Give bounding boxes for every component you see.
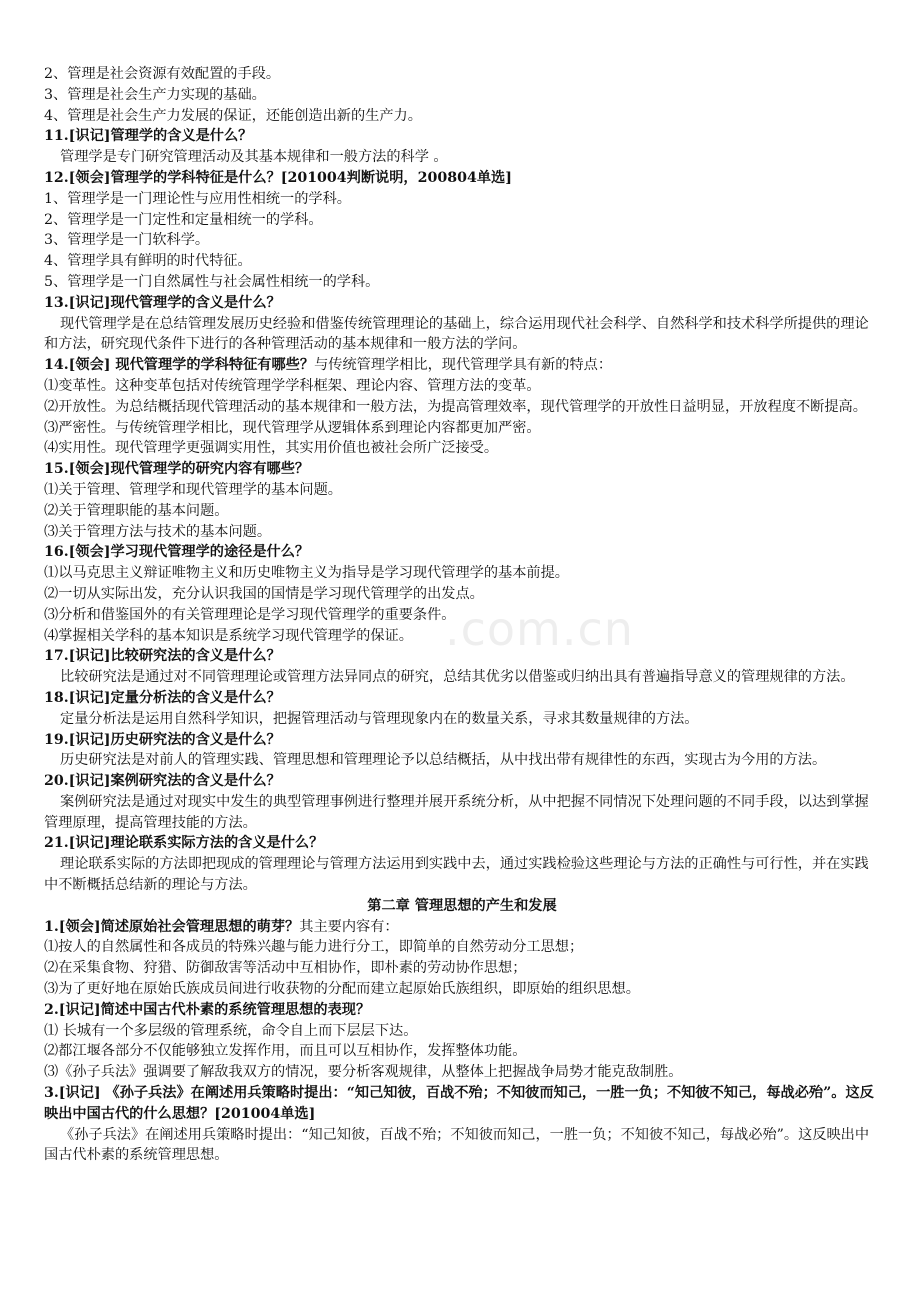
text-line <box>44 314 880 356</box>
line-text: ⑴以马克思主义辩证唯物主义和历史唯物主义为指导是学习现代管理学的基本前提。 <box>44 565 569 582</box>
line-text: ⑵开放性。为总结概括现代管理活动的基本规律和一般方法，为提高管理效率，现代管理学的开放性日益明显，开放程度不断提高。 <box>44 398 867 415</box>
line-text: 1、管理学是一门理论性与应用性相统一的学科。 <box>44 190 351 207</box>
text-line <box>44 480 880 501</box>
line-text: 历史研究法是对前人的管理实践、管理思想和管理理论予以总结概括，从中找出带有规律性的东西，实现古为今用的方法。 <box>60 752 827 769</box>
text-line <box>44 85 880 106</box>
line-text: 11.[识记]管理学的含义是什么？ <box>44 128 253 145</box>
line-text: ⑶为了更好地在原始氏族成员间进行收获物的分配而建立起原始氏族组织，即原始的组织思想。 <box>44 981 640 998</box>
line-text: 2.[识记]简述中国古代朴素的系统管理思想的表现？ <box>44 1001 371 1018</box>
line-text: 2、管理是社会资源有效配置的手段。 <box>44 66 281 82</box>
line-text: 2、管理学是一门定性和定量相统一的学科。 <box>44 211 323 228</box>
text-line <box>44 251 880 272</box>
chapter-heading <box>44 896 880 917</box>
watermark: .com.cn <box>445 602 634 656</box>
line-text: 15.[领会]现代管理学的研究内容有哪些？ <box>44 461 310 478</box>
question-heading <box>44 355 880 376</box>
line-text: ⑶《孙子兵法》强调要了解敌我双方的情况，要分析客观规律，从整体上把握战争局势才能克敌制胜。 <box>44 1064 683 1081</box>
text-line <box>44 792 880 834</box>
question-heading <box>44 771 880 792</box>
question-heading <box>44 1000 880 1021</box>
line-text: 17.[识记]比较研究法的含义是什么？ <box>44 648 281 665</box>
text-line <box>44 522 880 543</box>
text-line <box>44 584 880 605</box>
line-text: ⑴变革性。这种变革包括对传统管理学学科框架、理论内容、管理方法的变革。 <box>44 377 541 394</box>
line-text: 管理学是专门研究管理活动及其基本规律和一般方法的科学 。 <box>60 149 448 166</box>
text-line <box>44 1041 880 1062</box>
line-text: 13.[识记]现代管理学的含义是什么？ <box>44 294 281 311</box>
line-text: 4、管理是社会生产力发展的保证，还能创造出新的生产力。 <box>44 107 422 124</box>
line-text: 第二章 管理思想的产生和发展 <box>367 897 557 914</box>
line-text: 3.[识记] 《孙子兵法》在阐述用兵策略时提出：“知己知彼，百战不殆；不知彼而知己，一胜一负；不知彼不知己，每战必殆”。这反映出中国古代的什么思想？[201004单选] <box>44 1085 874 1122</box>
line-text: 定量分析法是运用自然科学知识，把握管理活动与管理现象内在的数量关系，寻求其数量规律的方法。 <box>60 710 699 727</box>
line-text: 21.[识记]理论联系实际方法的含义是什么？ <box>44 835 324 852</box>
line-text: 12.[领会]管理学的学科特征是什么？[201004判断说明，200804单选] <box>44 169 512 186</box>
text-line <box>44 147 880 168</box>
question-heading <box>44 833 880 854</box>
question-heading <box>44 730 880 751</box>
question-heading <box>44 917 880 938</box>
line-text: 5、管理学是一门自然属性与社会属性相统一的学科。 <box>44 273 380 290</box>
line-text: ⑴关于管理、管理学和现代管理学的基本问题。 <box>44 481 342 498</box>
line-text: 14.[领会] 现代管理学的学科特征有哪些？ <box>44 357 315 374</box>
line-text: 比较研究法是通过对不同管理理论或管理方法异同点的研究，总结其优劣以借鉴或归纳出具有普遍指导意义的管理规律的方法。 <box>60 669 855 686</box>
line-text: 4、管理学具有鲜明的时代特征。 <box>44 253 252 270</box>
text-line <box>44 397 880 418</box>
line-text: ⑶分析和借鉴国外的有关管理理论是学习现代管理学的重要条件。 <box>44 606 456 623</box>
line-text: ⑷掌握相关学科的基本知识是系统学习现代管理学的保证。 <box>44 627 413 644</box>
line-text: ⑵关于管理职能的基本问题。 <box>44 502 229 519</box>
text-line <box>44 272 880 293</box>
line-text: ⑶关于管理方法与技术的基本问题。 <box>44 523 272 540</box>
line-text: 1.[领会]简述原始社会管理思想的萌芽？ <box>44 918 300 935</box>
text-line <box>44 750 880 771</box>
line-text: 20.[识记]案例研究法的含义是什么？ <box>44 773 281 790</box>
line-text: ⑵一切从实际出发，充分认识我国的国情是学习现代管理学的出发点。 <box>44 585 484 602</box>
line-text: ⑷实用性。现代管理学更强调实用性，其实用价值也被社会所广泛接受。 <box>44 440 499 457</box>
question-heading <box>44 459 880 480</box>
line-text: 3、管理是社会生产力实现的基础。 <box>44 86 266 103</box>
question-heading <box>44 168 880 189</box>
text-line <box>44 1021 880 1042</box>
text-line <box>44 438 880 459</box>
text-line <box>44 1125 880 1167</box>
text-line <box>44 958 880 979</box>
line-text: ⑴按人的自然属性和各成员的特殊兴趣与能力进行分工，即简单的自然劳动分工思想； <box>44 939 584 956</box>
text-line <box>44 376 880 397</box>
document-body <box>44 64 880 1166</box>
line-text: 18.[识记]定量分析法的含义是什么？ <box>44 689 281 706</box>
line-text: ⑶严密性。与传统管理学相比，现代管理学从逻辑体系到理论内容都更加严密。 <box>44 419 541 436</box>
text-line <box>44 667 880 688</box>
line-text: 19.[识记]历史研究法的含义是什么？ <box>44 731 281 748</box>
question-heading <box>44 1083 880 1125</box>
line-text: 现代管理学是在总结管理发展历史经验和借鉴传统管理理论的基础上，综合运用现代社会科学、自然科学和技术科学所提供的理论和方法，研究现代条件下进行的各种管理活动的基本规律和一般方法的学问。 <box>44 315 869 353</box>
text-line <box>44 64 880 85</box>
text-line <box>44 626 880 647</box>
question-heading <box>44 126 880 147</box>
text-line <box>44 979 880 1000</box>
text-line <box>44 210 880 231</box>
line-text: 16.[领会]学习现代管理学的途径是什么？ <box>44 544 310 561</box>
line-text: 《孙子兵法》在阐述用兵策略时提出：“知己知彼，百战不殆；不知彼而知己，一胜一负；不知彼不知己，每战必殆”。这反映出中国古代朴素的系统管理思想。 <box>44 1126 870 1164</box>
text-line <box>44 418 880 439</box>
line-text-rest: 与传统管理学相比，现代管理学具有新的特点： <box>314 357 613 374</box>
text-line <box>44 1062 880 1083</box>
text-line <box>44 189 880 210</box>
line-text: 案例研究法是通过对现实中发生的典型管理事例进行整理并展开系统分析，从中把握不同情况下处理问题的不同手段，以达到掌握管理原理，提高管理技能的方法。 <box>44 793 869 831</box>
text-line <box>44 937 880 958</box>
text-line <box>44 501 880 522</box>
question-heading <box>44 688 880 709</box>
text-line <box>44 854 880 896</box>
line-text: 理论联系实际的方法即把现成的管理理论与管理方法运用到实践中去，通过实践检验这些理论与方法的正确性与可行性，并在实践中不断概括总结新的理论与方法。 <box>44 856 869 894</box>
text-line <box>44 605 880 626</box>
line-text: 3、管理学是一门软科学。 <box>44 232 210 249</box>
text-line <box>44 106 880 127</box>
text-line <box>44 709 880 730</box>
line-text: ⑵都江堰各部分不仅能够独立发挥作用，而且可以互相协作，发挥整体功能。 <box>44 1043 527 1060</box>
text-line <box>44 563 880 584</box>
line-text: ⑴ 长城有一个多层级的管理系统，命令自上而下层层下达。 <box>44 1022 418 1039</box>
question-heading <box>44 542 880 563</box>
question-heading <box>44 646 880 667</box>
text-line <box>44 230 880 251</box>
line-text-rest: 其主要内容有： <box>299 918 399 935</box>
question-heading <box>44 293 880 314</box>
line-text: ⑵在采集食物、狩猎、防御敌害等活动中互相协作，即朴素的劳动协作思想； <box>44 960 527 977</box>
